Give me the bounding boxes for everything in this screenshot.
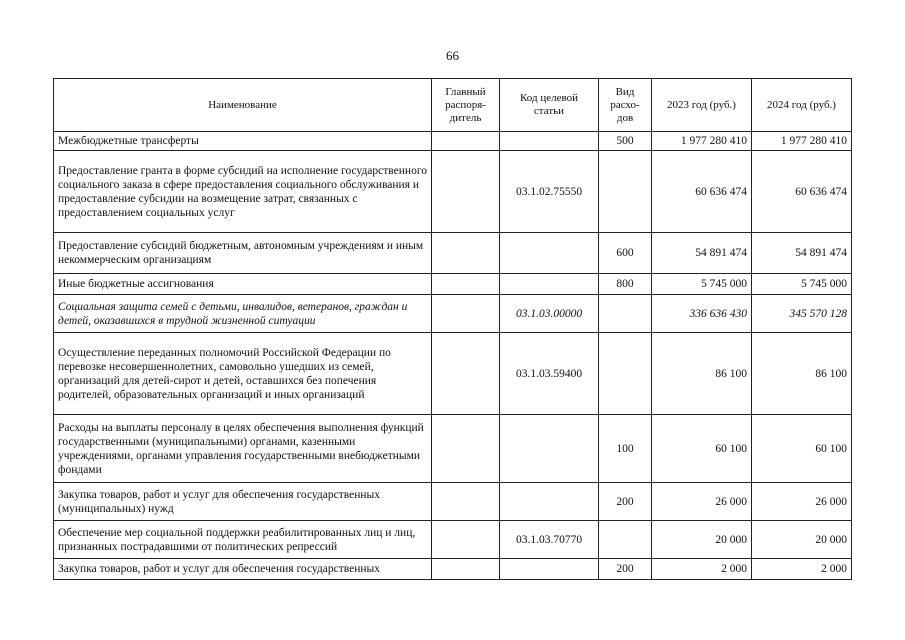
- row-code: [500, 483, 599, 521]
- row-ministry: [432, 559, 500, 580]
- row-code: [500, 274, 599, 295]
- table-row: [54, 521, 852, 559]
- row-2023: 5 745 000: [652, 274, 752, 295]
- row-ministry: [432, 521, 500, 559]
- table-row: [54, 415, 852, 483]
- row-name: Закупка товаров, работ и услуг для обеспечения государственных: [54, 559, 432, 580]
- row-vid: 500: [599, 132, 652, 151]
- row-2024: 86 100: [752, 333, 852, 415]
- budget-table: [53, 78, 852, 580]
- row-name: Предоставление субсидий бюджетным, автономным учреждениям и иным некоммерческим организациям: [54, 233, 432, 274]
- table-row: [54, 483, 852, 521]
- row-vid: 100: [599, 415, 652, 483]
- row-vid: [599, 295, 652, 333]
- table-row: [54, 295, 852, 333]
- row-code: 03.1.03.70770: [500, 521, 599, 559]
- row-code: [500, 559, 599, 580]
- table-row: [54, 559, 852, 580]
- row-code: 03.1.03.00000: [500, 295, 599, 333]
- row-ministry: [432, 274, 500, 295]
- row-2024: 54 891 474: [752, 233, 852, 274]
- row-2024: 1 977 280 410: [752, 132, 852, 151]
- row-ministry: [432, 483, 500, 521]
- table-row: [54, 233, 852, 274]
- row-ministry: [432, 132, 500, 151]
- row-code: 03.1.02.75550: [500, 151, 599, 233]
- table-row: [54, 132, 852, 151]
- table-header-row: [54, 79, 852, 132]
- table-row: [54, 151, 852, 233]
- row-code: [500, 415, 599, 483]
- row-2023: 54 891 474: [652, 233, 752, 274]
- row-ministry: [432, 295, 500, 333]
- row-name: Расходы на выплаты персоналу в целях обеспечения выполнения функций государственными (муниципальными) органами, казенными учреждениями, органами управления государственными внебюджетными фондами: [54, 415, 432, 483]
- row-2024: 20 000: [752, 521, 852, 559]
- row-2023: 2 000: [652, 559, 752, 580]
- row-2023: 20 000: [652, 521, 752, 559]
- row-name: Иные бюджетные ассигнования: [54, 274, 432, 295]
- row-2024: 60 100: [752, 415, 852, 483]
- row-vid: 200: [599, 483, 652, 521]
- header-vid: Вид расхо-дов: [599, 79, 652, 132]
- row-name: Социальная защита семей с детьми, инвалидов, ветеранов, граждан и детей, оказавшихся в трудной жизненной ситуации: [54, 295, 432, 333]
- header-code: Код целевой статьи: [500, 79, 599, 132]
- row-ministry: [432, 415, 500, 483]
- row-2023: 60 100: [652, 415, 752, 483]
- row-name: Обеспечение мер социальной поддержки реабилитированных лиц и лиц, признанных пострадавшими от политических репрессий: [54, 521, 432, 559]
- header-2024: 2024 год (руб.): [752, 79, 852, 132]
- row-vid: [599, 333, 652, 415]
- row-2024: 26 000: [752, 483, 852, 521]
- row-2024: 60 636 474: [752, 151, 852, 233]
- table-row: [54, 274, 852, 295]
- row-name: Предоставление гранта в форме субсидий на исполнение государственного социального заказа в сфере предоставления социального обслуживания и предоставление субсидии на возмещение затрат, связанных с предоставлением социальных услуг: [54, 151, 432, 233]
- row-2023: 1 977 280 410: [652, 132, 752, 151]
- row-vid: 600: [599, 233, 652, 274]
- header-ministry: Главный распоря-дитель: [432, 79, 500, 132]
- row-vid: 200: [599, 559, 652, 580]
- row-2024: 345 570 128: [752, 295, 852, 333]
- table-row: [54, 333, 852, 415]
- row-2024: 5 745 000: [752, 274, 852, 295]
- row-code: 03.1.03.59400: [500, 333, 599, 415]
- page-number: 66: [446, 48, 459, 63]
- row-ministry: [432, 151, 500, 233]
- row-ministry: [432, 233, 500, 274]
- header-2023: 2023 год (руб.): [652, 79, 752, 132]
- row-ministry: [432, 333, 500, 415]
- row-vid: [599, 521, 652, 559]
- header-name: Наименование: [54, 79, 432, 132]
- row-code: [500, 132, 599, 151]
- row-vid: [599, 151, 652, 233]
- row-name: Закупка товаров, работ и услуг для обеспечения государственных (муниципальных) нужд: [54, 483, 432, 521]
- row-name: Осуществление переданных полномочий Российской Федерации по перевозке несовершеннолетних, самовольно ушедших из семей, организаций для детей-сирот и детей, оставшихся без попечения родителей, образовательных организаций и иных организаций: [54, 333, 432, 415]
- row-vid: 800: [599, 274, 652, 295]
- row-name: Межбюджетные трансферты: [54, 132, 432, 151]
- row-2023: 60 636 474: [652, 151, 752, 233]
- row-code: [500, 233, 599, 274]
- row-2024: 2 000: [752, 559, 852, 580]
- row-2023: 336 636 430: [652, 295, 752, 333]
- row-2023: 86 100: [652, 333, 752, 415]
- row-2023: 26 000: [652, 483, 752, 521]
